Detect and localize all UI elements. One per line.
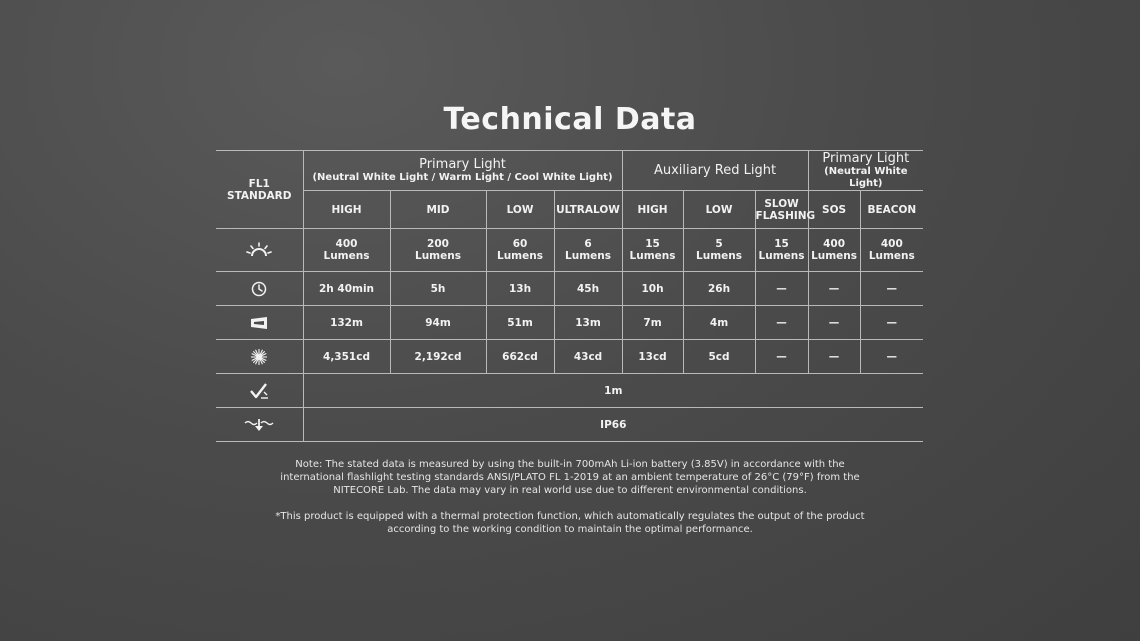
output-cell: [808, 229, 860, 272]
mode-header: ULTRALOW: [554, 191, 622, 229]
intensity-icon: [216, 340, 303, 374]
distance-row: [216, 306, 923, 340]
output-unit: Lumens: [629, 250, 676, 262]
group-header-row: [216, 151, 923, 191]
group-subtitle: (Neutral White Light): [824, 166, 908, 189]
intensity-row: [216, 340, 923, 374]
impact-row: [216, 374, 923, 408]
mode-header: HIGH: [303, 191, 390, 229]
model-edition: STANDARD: [227, 189, 292, 202]
group-title: Primary Light: [419, 157, 506, 172]
output-cell: [683, 229, 755, 272]
intensity-cell: 43cd: [554, 340, 622, 374]
output-unit: Lumens: [696, 250, 742, 262]
technical-data-table: [216, 150, 923, 442]
output-value: 60: [512, 238, 528, 250]
clock-icon: [216, 272, 303, 306]
group-title: Primary Light: [822, 151, 910, 166]
intensity-cell: —: [808, 340, 860, 374]
group-subtitle: (Neutral White Light / Warm Light / Cool White Light): [312, 172, 613, 183]
model-name: FL1: [248, 177, 270, 190]
output-value: 400: [335, 238, 358, 250]
output-cell: [622, 229, 683, 272]
distance-cell: —: [808, 306, 860, 340]
thermal-protection-note: *This product is equipped with a thermal protection function, which automatically regulates the output of the product according to the working condition to maintain the optimal performance.: [275, 511, 865, 535]
output-unit: Lumens: [758, 250, 805, 262]
impact-resistance-icon: [216, 374, 303, 408]
mode-header: HIGH: [622, 191, 683, 229]
output-unit: Lumens: [811, 250, 858, 262]
output-cell: [303, 229, 390, 272]
output-value: 400: [823, 238, 845, 250]
runtime-cell: —: [755, 272, 808, 306]
group-title: Auxiliary Red Light: [653, 163, 777, 178]
runtime-cell: 2h 40min: [303, 272, 390, 306]
output-value: 15: [645, 238, 660, 250]
distance-cell: 94m: [390, 306, 486, 340]
group-primary-light: [303, 151, 622, 191]
mode-header: SLOW FLASHING: [755, 191, 808, 229]
brightness-icon: [216, 229, 303, 272]
model-cell: [216, 151, 303, 229]
runtime-cell: —: [860, 272, 923, 306]
runtime-cell: 5h: [390, 272, 486, 306]
output-cell: [554, 229, 622, 272]
group-auxiliary-red-light: [622, 151, 808, 191]
mode-header: LOW: [486, 191, 554, 229]
mode-row: [216, 191, 923, 229]
output-value: 6: [584, 238, 592, 250]
mode-header: BEACON: [860, 191, 923, 229]
intensity-cell: —: [755, 340, 808, 374]
runtime-cell: 26h: [683, 272, 755, 306]
output-cell: [390, 229, 486, 272]
group-primary-light-neutral: [808, 151, 923, 191]
output-unit: Lumens: [868, 250, 915, 262]
notes: [270, 458, 870, 549]
output-unit: Lumens: [323, 250, 370, 262]
waterproof-row: [216, 408, 923, 442]
beam-distance-icon: [216, 306, 303, 340]
intensity-cell: 2,192cd: [390, 340, 486, 374]
runtime-cell: 10h: [622, 272, 683, 306]
output-cell: [755, 229, 808, 272]
runtime-cell: 45h: [554, 272, 622, 306]
distance-cell: —: [755, 306, 808, 340]
output-cell: [486, 229, 554, 272]
output-unit: Lumens: [497, 250, 543, 262]
intensity-cell: 662cd: [486, 340, 554, 374]
output-cell: [860, 229, 923, 272]
distance-cell: 132m: [303, 306, 390, 340]
mode-header: MID: [390, 191, 486, 229]
mode-header: LOW: [683, 191, 755, 229]
distance-cell: 51m: [486, 306, 554, 340]
page-title: Technical Data: [443, 102, 697, 137]
intensity-cell: 4,351cd: [303, 340, 390, 374]
waterproof-icon: [216, 408, 303, 442]
runtime-row: [216, 272, 923, 306]
intensity-cell: —: [860, 340, 923, 374]
distance-cell: 13m: [554, 306, 622, 340]
output-value: 15: [774, 238, 789, 250]
intensity-cell: 13cd: [622, 340, 683, 374]
measurement-note: Note: The stated data is measured by using the built-in 700mAh Li-ion battery (3.85V) in accordance with the international flashlight testing standards ANSI/PLATO FL 1-2019 at an ambient temperature of 26°C (79°F) from the NITECORE Lab. The data may vary in real world use due to different environmental conditions.: [280, 459, 860, 496]
waterproof-value: IP66: [303, 408, 923, 442]
output-value: 400: [880, 238, 903, 250]
output-row: [216, 229, 923, 272]
mode-header: SOS: [808, 191, 860, 229]
output-value: 200: [427, 238, 449, 250]
output-value: 5: [715, 238, 723, 250]
distance-cell: 7m: [622, 306, 683, 340]
distance-cell: 4m: [683, 306, 755, 340]
runtime-cell: —: [808, 272, 860, 306]
output-unit: Lumens: [415, 250, 461, 262]
impact-resistance-value: 1m: [303, 374, 923, 408]
runtime-cell: 13h: [486, 272, 554, 306]
output-unit: Lumens: [565, 250, 611, 262]
intensity-cell: 5cd: [683, 340, 755, 374]
distance-cell: —: [860, 306, 923, 340]
